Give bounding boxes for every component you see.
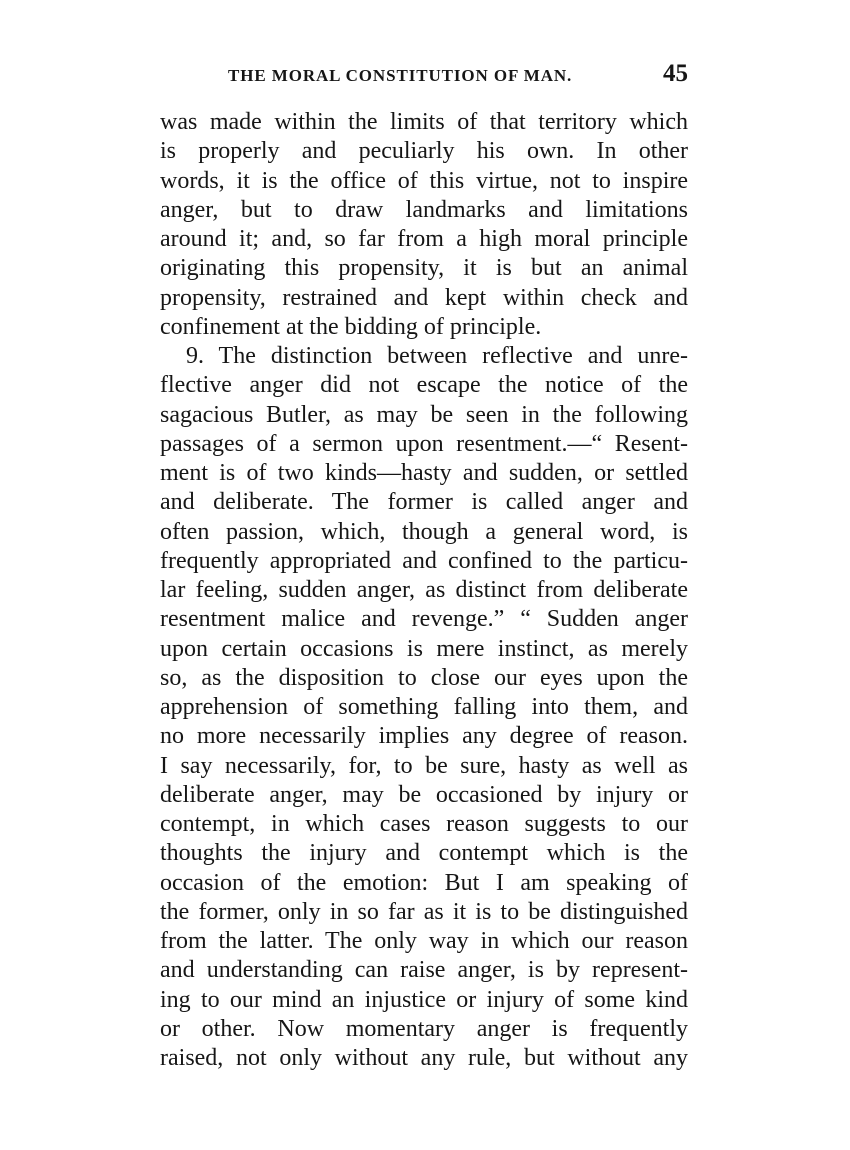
body-text bbox=[160, 108, 688, 1073]
paragraph-end-line: confinement at the bidding of principle. bbox=[160, 313, 542, 340]
text-line: raised, not only without any rule, but without any bbox=[160, 1045, 688, 1071]
text-line: passages of a sermon upon resentment.—“ Resent- bbox=[160, 430, 688, 457]
text-line: was made within the limits of that territory which bbox=[160, 109, 688, 135]
text-line: words, it is the office of this virtue, not to inspire bbox=[160, 167, 688, 194]
text-line: anger, but to draw landmarks and limitations bbox=[160, 196, 688, 223]
text-line: sagacious Butler, as may be seen in the following bbox=[160, 401, 688, 428]
text-line: originating this propensity, it is but an animal bbox=[160, 255, 688, 282]
text-line: upon certain occasions is mere instinct, as merely bbox=[160, 635, 688, 662]
text-line: from the latter. The only way in which our reason bbox=[160, 928, 688, 954]
text-line: so, as the disposition to close our eyes upon the bbox=[160, 664, 688, 691]
text-line: thoughts the injury and contempt which is the bbox=[160, 840, 688, 867]
running-title: THE MORAL CONSTITUTION OF MAN. bbox=[228, 66, 573, 85]
text-line: resentment malice and revenge.” “ Sudden anger bbox=[160, 606, 688, 633]
text-line: ment is of two kinds—hasty and sudden, or settled bbox=[160, 460, 688, 486]
text-line: the former, only in so far as it is to be distinguished bbox=[160, 898, 688, 925]
text-line: lar feeling, sudden anger, as distinct from deliberate bbox=[160, 577, 688, 603]
text-line: around it; and, so far from a high moral principle bbox=[160, 226, 688, 252]
text-line: deliberate anger, may be occasioned by injury or bbox=[160, 781, 688, 808]
running-header bbox=[160, 58, 688, 92]
text-line: or other. Now momentary anger is frequently bbox=[160, 1015, 688, 1042]
paragraph-start-line: 9. The distinction between reflective and unre- bbox=[186, 343, 688, 369]
page-number: 45 bbox=[663, 60, 688, 87]
text-line: contempt, in which cases reason suggests to our bbox=[160, 811, 688, 837]
text-line: propensity, restrained and kept within check and bbox=[160, 284, 688, 311]
text-line: occasion of the emotion: But I am speaking of bbox=[160, 869, 688, 896]
text-line: is properly and peculiarly his own. In other bbox=[160, 138, 688, 165]
text-line: apprehension of something falling into them, and bbox=[160, 694, 688, 720]
text-line: frequently appropriated and confined to the particu- bbox=[160, 547, 688, 574]
text-line: and deliberate. The former is called anger and bbox=[160, 489, 688, 516]
text-line: I say necessarily, for, to be sure, hasty as well as bbox=[160, 752, 688, 779]
text-line: flective anger did not escape the notice of the bbox=[160, 372, 688, 399]
text-line: ing to our mind an injustice or injury of some kind bbox=[160, 986, 688, 1013]
text-line: often passion, which, though a general word, is bbox=[160, 518, 688, 545]
text-line: no more necessarily implies any degree of reason. bbox=[160, 723, 688, 750]
text-line: and understanding can raise anger, is by represent- bbox=[160, 957, 688, 984]
